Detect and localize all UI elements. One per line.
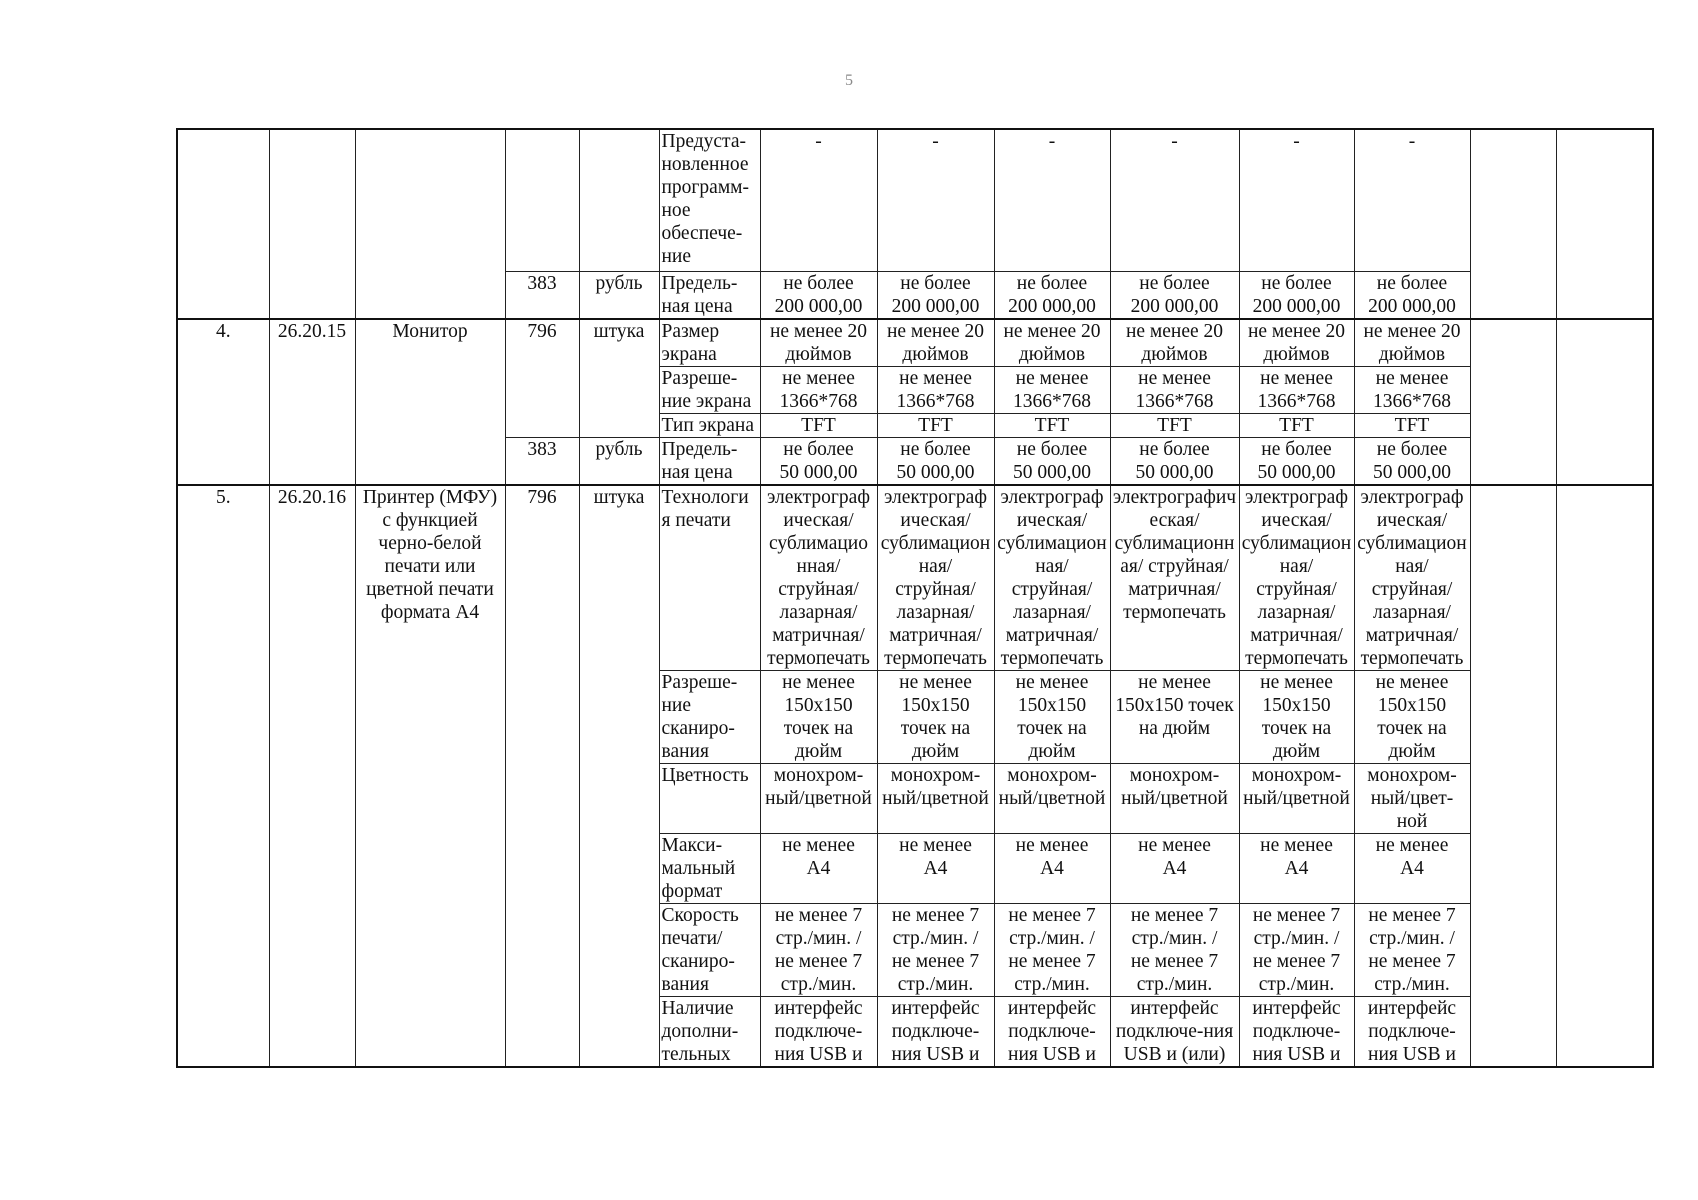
value-cell: не более 200 000,00 (877, 271, 994, 319)
item-number-cell: 5. (177, 485, 269, 1068)
value-cell: не менее 20 дюймов (760, 319, 877, 367)
value-cell: не менее А4 (1239, 834, 1354, 904)
value-cell: электрограф ическая/ сублимацион ная/ струйная/ лазарная/ матричная/ термопечать (877, 485, 994, 671)
value-cell: интерфейс подключе-ния USB и (или) (1110, 997, 1239, 1068)
characteristic-cell: Предуста- новленное программ- ное обеспече- ние (659, 129, 760, 271)
characteristic-cell: Макси- мальный формат (659, 834, 760, 904)
value-cell: не менее 7 стр./мин. / не менее 7 стр./мин. (1354, 904, 1470, 997)
value-cell: электрограф ическая/ сублимацион ная/ струйная/ лазарная/ матричная/ термопечать (1354, 485, 1470, 671)
unit-name-cell: рубль (579, 271, 659, 319)
characteristic-cell: Наличие дополни- тельных (659, 997, 760, 1068)
value-cell: монохром- ный/цветной (1239, 764, 1354, 834)
characteristic-cell: Технологи я печати (659, 485, 760, 671)
value-cell: электрограф ическая/ сублимацион ная/ струйная/ лазарная/ матричная/ термопечать (994, 485, 1110, 671)
value-cell: TFT (994, 413, 1110, 437)
item-name-cell: Принтер (МФУ) с функцией черно-белой печати или цветной печати формата А4 (355, 485, 505, 1068)
value-cell: TFT (1354, 413, 1470, 437)
empty-cell (1556, 485, 1653, 1068)
page-number: 5 (845, 72, 853, 89)
value-cell: TFT (760, 413, 877, 437)
value-cell: монохром- ный/цветной (994, 764, 1110, 834)
characteristic-cell: Цветность (659, 764, 760, 834)
value-cell: не менее 20 дюймов (1354, 319, 1470, 367)
value-cell: не более 200 000,00 (1110, 271, 1239, 319)
value-cell: не менее 150x150 точек на дюйм (1239, 671, 1354, 764)
value-cell: электрограф ическая/ сублимацио нная/ струйная/ лазарная/ матричная/ термопечать (760, 485, 877, 671)
value-cell: не менее 7 стр./мин. / не менее 7 стр./мин. (1110, 904, 1239, 997)
unit-name-cell: штука (579, 319, 659, 438)
value-cell: - (1110, 129, 1239, 271)
value-cell: интерфейс подключе- ния USB и (877, 997, 994, 1068)
empty-cell (1470, 129, 1556, 319)
value-cell: монохром- ный/цветной (1110, 764, 1239, 834)
value-cell: не менее А4 (994, 834, 1110, 904)
item-number-cell (177, 129, 269, 319)
value-cell: монохром- ный/цветной (877, 764, 994, 834)
value-cell: не менее 150x150 точек на дюйм (877, 671, 994, 764)
value-cell: - (760, 129, 877, 271)
empty-cell (1470, 319, 1556, 485)
value-cell: не менее 1366*768 (1354, 366, 1470, 413)
value-cell: - (1239, 129, 1354, 271)
value-cell: не менее 150x150 точек на дюйм (994, 671, 1110, 764)
characteristic-cell: Разреше- ние экрана (659, 366, 760, 413)
value-cell: электрографич еская/ сублимационн ая/ струйная/ матричная/ термопечать (1110, 485, 1239, 671)
value-cell: не более 50 000,00 (760, 437, 877, 485)
value-cell: не менее А4 (760, 834, 877, 904)
value-cell: не менее А4 (877, 834, 994, 904)
value-cell: не менее 20 дюймов (877, 319, 994, 367)
value-cell: интерфейс подключе- ния USB и (760, 997, 877, 1068)
value-cell: электрограф ическая/ сублимацион ная/ струйная/ лазарная/ матричная/ термопечать (1239, 485, 1354, 671)
value-cell: не менее А4 (1354, 834, 1470, 904)
table-row (177, 319, 1653, 367)
value-cell: не менее 150x150 точек на дюйм (760, 671, 877, 764)
item-name-cell: Монитор (355, 319, 505, 485)
table-row (177, 129, 1653, 271)
value-cell: монохром- ный/цвет- ной (1354, 764, 1470, 834)
value-cell: интерфейс подключе- ния USB и (1239, 997, 1354, 1068)
characteristic-cell: Тип экрана (659, 413, 760, 437)
value-cell: не менее 7 стр./мин. / не менее 7 стр./мин. (994, 904, 1110, 997)
item-number-cell: 4. (177, 319, 269, 485)
empty-cell (1556, 129, 1653, 319)
unit-code-cell: 383 (505, 437, 579, 485)
unit-name-cell: штука (579, 485, 659, 1068)
value-cell: не более 200 000,00 (1239, 271, 1354, 319)
value-cell: не менее 1366*768 (1110, 366, 1239, 413)
value-cell: не более 50 000,00 (877, 437, 994, 485)
unit-name-cell: рубль (579, 437, 659, 485)
value-cell: - (1354, 129, 1470, 271)
value-cell: не менее 150x150 точек на дюйм (1110, 671, 1239, 764)
value-cell: не менее 1366*768 (877, 366, 994, 413)
value-cell: не менее 1366*768 (1239, 366, 1354, 413)
okpd-code-cell (269, 129, 355, 319)
value-cell: интерфейс подключе- ния USB и (994, 997, 1110, 1068)
value-cell: TFT (1239, 413, 1354, 437)
value-cell: - (877, 129, 994, 271)
value-cell: TFT (877, 413, 994, 437)
value-cell: интерфейс подключе- ния USB и (1354, 997, 1470, 1068)
characteristic-cell: Предель- ная цена (659, 271, 760, 319)
value-cell: не менее 20 дюймов (994, 319, 1110, 367)
characteristic-cell: Скорость печати/ сканиро- вания (659, 904, 760, 997)
value-cell: не менее 7 стр./мин. / не менее 7 стр./мин. (1239, 904, 1354, 997)
value-cell: не менее 20 дюймов (1110, 319, 1239, 367)
value-cell: - (994, 129, 1110, 271)
value-cell: не более 50 000,00 (994, 437, 1110, 485)
characteristic-cell: Разреше- ние сканиро- вания (659, 671, 760, 764)
value-cell: не более 200 000,00 (994, 271, 1110, 319)
empty-cell (1470, 485, 1556, 1068)
unit-code-cell: 796 (505, 319, 579, 438)
value-cell: не менее 7 стр./мин. / не менее 7 стр./мин. (760, 904, 877, 997)
value-cell: монохром- ный/цветной (760, 764, 877, 834)
unit-name-cell (579, 129, 659, 271)
value-cell: не более 200 000,00 (1354, 271, 1470, 319)
value-cell: не менее 1366*768 (994, 366, 1110, 413)
value-cell: не более 200 000,00 (760, 271, 877, 319)
characteristic-cell: Предель- ная цена (659, 437, 760, 485)
unit-code-cell (505, 129, 579, 271)
unit-code-cell: 796 (505, 485, 579, 1068)
value-cell: не менее 7 стр./мин. / не менее 7 стр./мин. (877, 904, 994, 997)
okpd-code-cell: 26.20.16 (269, 485, 355, 1068)
value-cell: не более 50 000,00 (1239, 437, 1354, 485)
value-cell: TFT (1110, 413, 1239, 437)
okpd-code-cell: 26.20.15 (269, 319, 355, 485)
value-cell: не менее А4 (1110, 834, 1239, 904)
unit-code-cell: 383 (505, 271, 579, 319)
value-cell: не более 50 000,00 (1110, 437, 1239, 485)
empty-cell (1556, 319, 1653, 485)
specification-table (176, 128, 1654, 1068)
value-cell: не менее 150x150 точек на дюйм (1354, 671, 1470, 764)
table-row (177, 485, 1653, 671)
value-cell: не более 50 000,00 (1354, 437, 1470, 485)
value-cell: не менее 1366*768 (760, 366, 877, 413)
item-name-cell (355, 129, 505, 319)
value-cell: не менее 20 дюймов (1239, 319, 1354, 367)
characteristic-cell: Размер экрана (659, 319, 760, 367)
